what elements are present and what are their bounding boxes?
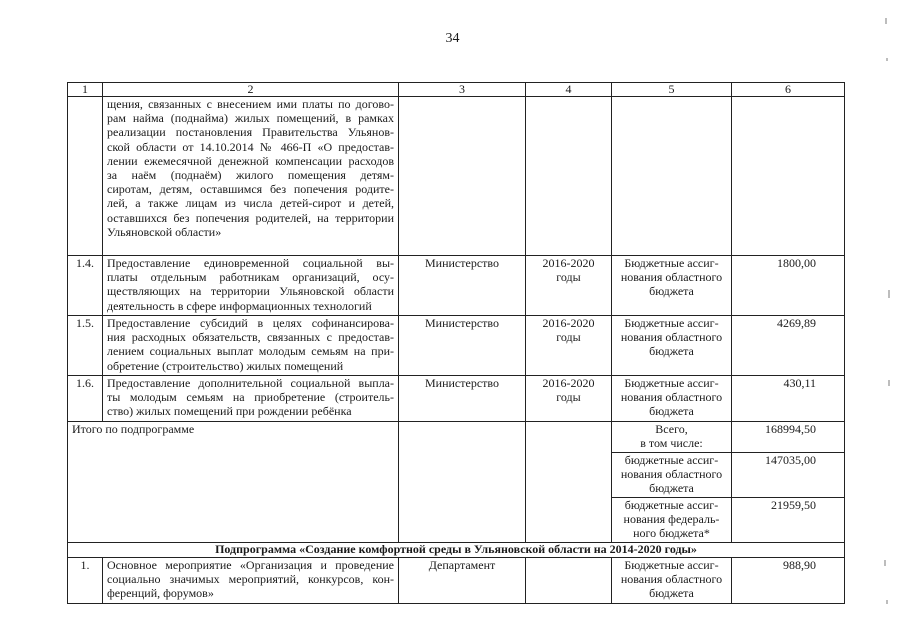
- scan-speck: [888, 290, 890, 298]
- itogo-federal-label: бюджетные ассиг- нования федераль- ного бюджета*: [612, 498, 732, 543]
- funding-source: Бюджетные ассиг- нования областного бюджета: [612, 376, 732, 422]
- itogo-total-label: Всего, в том числе:: [612, 422, 732, 453]
- header-row: [68, 83, 845, 97]
- scan-speck: [885, 18, 887, 24]
- executor: Министерство: [399, 256, 526, 316]
- scan-speck: [884, 560, 886, 566]
- table-row: [68, 316, 845, 376]
- header-cell: 4: [526, 83, 612, 97]
- subprogram-title-row: [68, 543, 845, 558]
- header-cell: 1: [68, 83, 103, 97]
- funding-source: Бюджетные ассиг- нования областного бюджета: [612, 256, 732, 316]
- itogo-total-amount: 168994,50: [732, 422, 845, 453]
- amount: 988,90: [732, 558, 845, 604]
- header-cell: 6: [732, 83, 845, 97]
- itogo-row: [68, 422, 845, 453]
- scan-speck: [888, 380, 890, 386]
- period: 2016-2020 годы: [526, 376, 612, 422]
- continuation-row: [68, 97, 845, 256]
- table-row: [68, 376, 845, 422]
- itogo-federal-amount: 21959,50: [732, 498, 845, 543]
- itogo-regional-amount: 147035,00: [732, 453, 845, 498]
- period: [526, 558, 612, 604]
- funding-source: Бюджетные ассиг- нования областного бюджета: [612, 316, 732, 376]
- row-number: 1.6.: [68, 376, 103, 422]
- itogo-label: Итого по подпрограмме: [68, 422, 399, 543]
- header-cell: 5: [612, 83, 732, 97]
- amount: 430,11: [732, 376, 845, 422]
- activity-description: Основное мероприятие «Организация и проведение социально значимых мероприятий, конкурсов, кон- ференций, форумов»: [103, 558, 399, 604]
- row-number: 1.5.: [68, 316, 103, 376]
- activity-description: Предоставление субсидий в целях софинансирова- ния расходных обязательств, связанных с предостав- лением социальных выплат молодым семьям на при- обретение (строительство) жилых помещений: [103, 316, 399, 376]
- table-row: [68, 256, 845, 316]
- header-cell: 3: [399, 83, 526, 97]
- executor: Министерство: [399, 316, 526, 376]
- activity-description: Предоставление единовременной социальной вы- платы отдельным работникам организаций, осу- ществляющих на территории Ульяновской области деятельность в сфере информационных технологий: [103, 256, 399, 316]
- continuation-text: щения, связанных с внесением ими платы по догово- рам найма (поднайма) жилых помещений, в рамках реализации постановления Правительства Ульянов- ской области от 14.10.2014 № 466-П «О предостав- лении ежемесячной денежной компенсации расходов за наём (поднаём) жилого помещения детям- сиротам, детям, оставшимся без попечения родите- лей, а также лицам из числа детей-сирот и детей, оставшихся без попечения родителей, на территории Ульяновской области»: [103, 97, 399, 256]
- amount: 4269,89: [732, 316, 845, 376]
- budget-table: [67, 82, 845, 604]
- header-cell: 2: [103, 83, 399, 97]
- subprogram-title: Подпрограмма «Создание комфортной среды в Ульяновской области на 2014-2020 годы»: [68, 543, 845, 558]
- executor: Департамент: [399, 558, 526, 604]
- scan-speck: [886, 600, 888, 604]
- row-number: 1.: [68, 558, 103, 604]
- period: 2016-2020 годы: [526, 256, 612, 316]
- scan-speck: [886, 58, 888, 61]
- page-number: 34: [445, 31, 460, 46]
- table-row: [68, 558, 845, 604]
- activity-description: Предоставление дополнительной социальной выпла- ты молодым семьям на приобретение (строитель- ство) жилых помещений при рождении ребёнка: [103, 376, 399, 422]
- row-number: 1.4.: [68, 256, 103, 316]
- funding-source: Бюджетные ассиг- нования областного бюджета: [612, 558, 732, 604]
- period: 2016-2020 годы: [526, 316, 612, 376]
- amount: 1800,00: [732, 256, 845, 316]
- itogo-regional-label: бюджетные ассиг- нования областного бюджета: [612, 453, 732, 498]
- executor: Министерство: [399, 376, 526, 422]
